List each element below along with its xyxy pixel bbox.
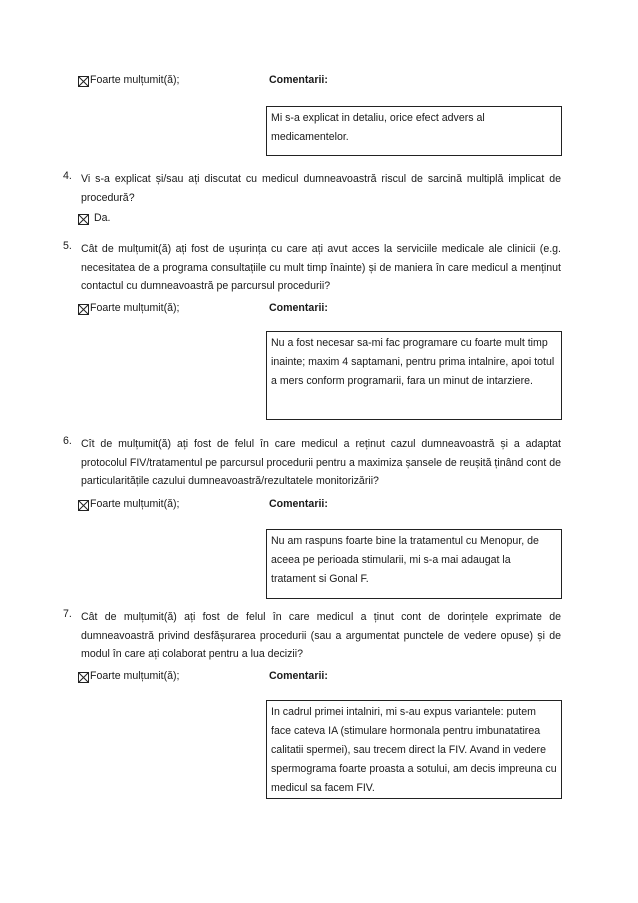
question-number: 6.	[63, 435, 72, 447]
yes-option-label: Da.	[94, 212, 111, 224]
comments-label: Comentarii:	[269, 498, 328, 510]
question-text: Cît de mulțumit(ă) ați fost de felul în care medicul a reținut cazul dumneavoastră și a adaptat protocolul FIV/tratamentul pe parcursul procedurii pentru a maximiza șansele de reușită ținând cont de particularitățile cazului dumneavoastră/rezultatele monitorizării?	[81, 438, 561, 487]
comment-box: Nu am raspuns foarte bine la tratamentul cu Menopur, de aceea pe perioada stimularii, mi s-a mai adaugat la tratament si Gonal F.	[266, 529, 562, 599]
question-text: Vi s-a explicat și/sau ați discutat cu medicul dumneavoastră riscul de sarcină multiplă implicat de procedură?	[81, 173, 561, 204]
question-number: 5.	[63, 240, 72, 252]
satisfied-option-label: Foarte mulțumit(ă);	[90, 670, 180, 682]
satisfied-option-label: Foarte mulțumit(ă);	[90, 74, 180, 86]
comments-label: Comentarii:	[269, 302, 328, 314]
checked-checkbox-icon[interactable]	[78, 214, 89, 225]
checked-checkbox-icon[interactable]	[78, 672, 89, 683]
checked-checkbox-icon[interactable]	[78, 304, 89, 315]
comment-box: Mi s-a explicat in detaliu, orice efect advers al medicamentelor.	[266, 106, 562, 156]
satisfied-option-label: Foarte mulțumit(ă);	[90, 498, 180, 510]
comments-label: Comentarii:	[269, 74, 328, 86]
satisfied-option-label: Foarte mulțumit(ă);	[90, 302, 180, 314]
question-text: Cât de mulțumit(ă) ați fost de ușurința cu care ați avut acces la serviciile medicale ale clinicii (e.g. necesitatea de a programa consultațiile cu mult timp înainte) și de maniera în care medicul a menținut contactul cu dumneavoastră pe parcursul procedurii?	[81, 243, 561, 292]
question-number: 7.	[63, 608, 72, 620]
comments-label: Comentarii:	[269, 670, 328, 682]
comment-box: In cadrul primei intalniri, mi s-au expus variantele: putem face cateva IA (stimulare hormonala pentru imbunatatirea calitatii spermei), sau trecem direct la FIV. Avand in vedere spermograma foarte proasta a sotului, am decis impreuna cu medicul sa facem FIV.	[266, 700, 562, 799]
checked-checkbox-icon[interactable]	[78, 76, 89, 87]
comment-box: Nu a fost necesar sa-mi fac programare cu foarte mult timp inainte; maxim 4 saptamani, pentru prima intalnire, apoi totul a mers conform programarii, fara un minut de intarziere.	[266, 331, 562, 420]
checked-checkbox-icon[interactable]	[78, 500, 89, 511]
question-text: Cât de mulțumit(ă) ați fost de felul în care medicul a ținut cont de dorințele exprimate de dumneavoastră privind desfășurarea procedurii (sau a argumentat punctele de vedere opuse) și de modul în care ați colaborat pentru a lua decizii?	[81, 611, 561, 660]
question-number: 4.	[63, 170, 72, 182]
